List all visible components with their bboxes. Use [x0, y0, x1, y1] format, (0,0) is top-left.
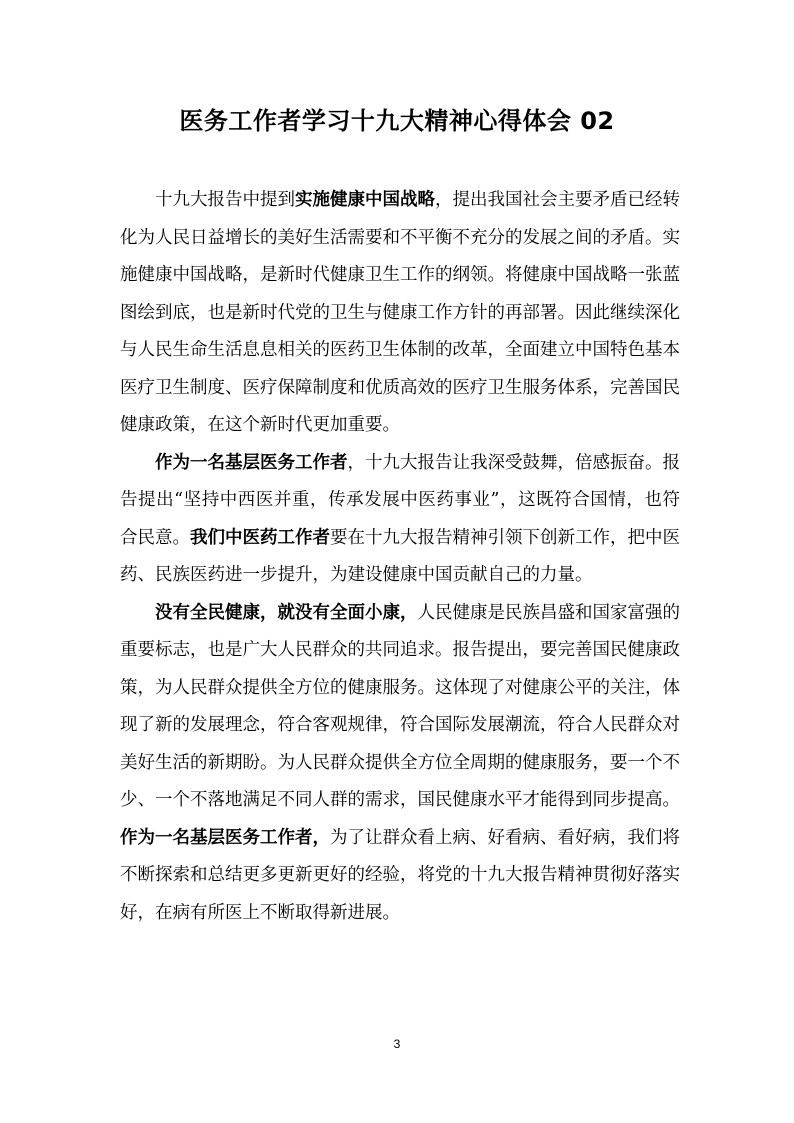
- text-segment: ，十九大报告让我深受鼓舞，倍感振奋。报告提出“坚持中西医并重，传承发展中医药事业”，这既符合国情，也符合民意。: [120, 452, 680, 548]
- bold-text-segment: 我们中医药工作者: [190, 527, 330, 548]
- bold-text-segment: 实施健康中国战略: [295, 190, 435, 210]
- paragraph: [120, 182, 680, 445]
- text-segment: 要在十九大报告精神引领下创新工作，把中医药、民族医药进一步提升，为建设健康中国贡献自己的力量。: [120, 527, 680, 585]
- paragraph: [120, 445, 680, 595]
- page-number: 3: [393, 1037, 401, 1051]
- bold-text-segment: 作为一名基层医务工作者，: [120, 827, 330, 848]
- document-body: [120, 182, 680, 932]
- bold-text-segment: 没有全民健康，就没有全面小康，: [155, 602, 418, 623]
- text-segment: ，提出我国社会主要矛盾已经转化为人民日益增长的美好生活需要和不平衡不充分的发展之间的矛盾。实施健康中国战略，是新时代健康卫生工作的纲领。将健康中国战略一张蓝图绘到底，也是新时代党的卫生与健康工作方针的再部署。因此继续深化与人民生命生活息息相关的医药卫生体制的改革，全面建立中国特色基本医疗卫生制度、医疗保障制度和优质高效的医疗卫生服务体系，完善国民健康政策，在这个新时代更加重要。: [120, 190, 680, 435]
- bold-text-segment: 作为一名基层医务工作者: [155, 452, 348, 473]
- text-segment: 人民健康是民族昌盛和国家富强的重要标志，也是广大人民群众的共同追求。报告提出，要完善国民健康政策，为人民群众提供全方位的健康服务。这体现了对健康公平的关注，体现了新的发展理念，符合客观规律，符合国际发展潮流，符合人民群众对美好生活的新期盼。为人民群众提供全方位全周期的健康服务，要一个不少、一个不落地满足不同人群的需求，国民健康水平才能得到同步提高。: [120, 602, 680, 810]
- text-segment: 十九大报告中提到: [155, 190, 295, 210]
- text-segment: 为了让群众看上病、好看病、看好病，我们将不断探索和总结更多更新更好的经验，将党的十九大报告精神贯彻好落实好，在病有所医上不断取得新进展。: [120, 827, 680, 923]
- paragraph: [120, 595, 680, 933]
- document-title: 医务工作者学习十九大精神心得体会 02: [179, 107, 615, 135]
